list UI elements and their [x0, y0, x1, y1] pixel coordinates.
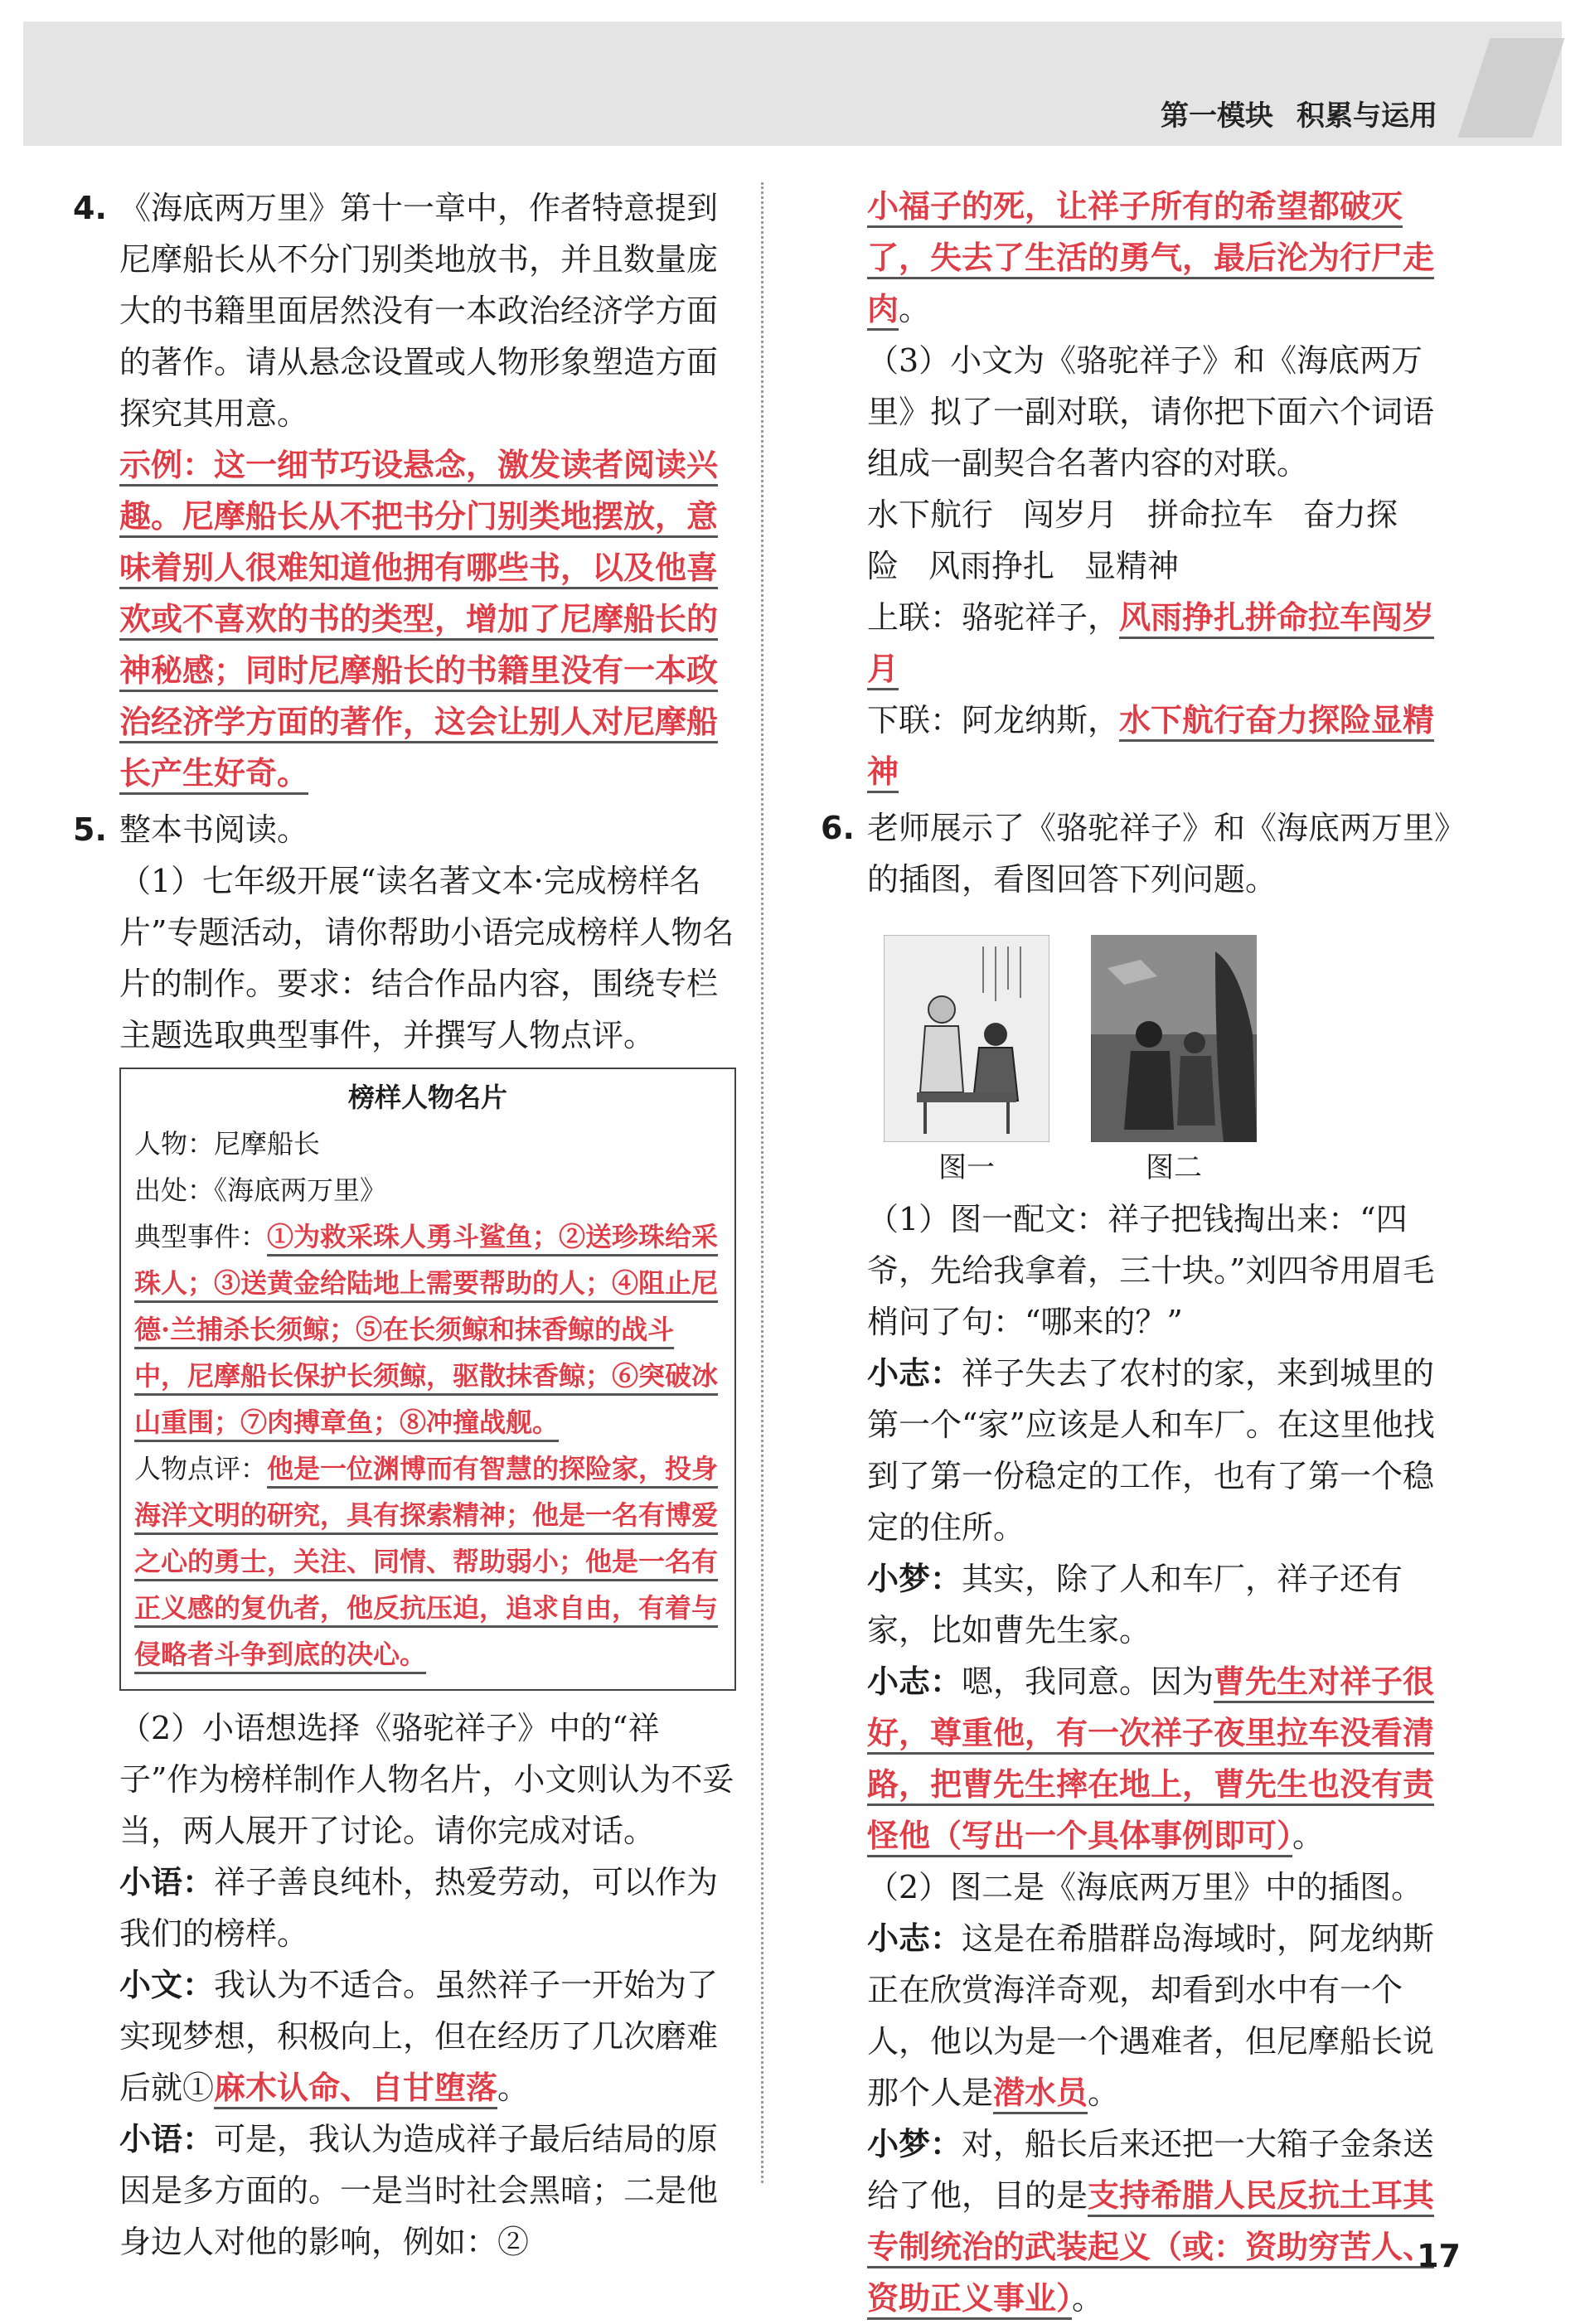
question-number: 4. [73, 190, 107, 226]
upper-answer: 风雨挣扎拼命拉车闯岁月 [867, 598, 1435, 687]
line-text: 其实，除了人和车厂，祥子还有家，比如曹先生家。 [867, 1561, 1403, 1649]
sub-question-1: （1）图一配文：祥子把钱掏出来：“四爷，先给我拿着，三十块。”刘四爷用眉毛梢问了句：“哪来的？” [867, 1201, 1435, 1340]
question-6 [821, 802, 1451, 905]
answer-text: 支持希腊人民反抗土耳其专制统治的武装起义（或：资助穷苦人、资助正义事业） [867, 2176, 1435, 2317]
answer-text: 麻木认命、自甘堕落 [214, 2069, 498, 2106]
right-column [821, 181, 1451, 2324]
illustration-undersea-scene [1091, 935, 1257, 1142]
dialogue-line [821, 1553, 1451, 1656]
word: 奋力探险 [867, 496, 1398, 584]
question-number: 6. [821, 810, 855, 846]
dialogue-line [73, 1959, 736, 2113]
answer-text: 曹先生对祥子很好，尊重他，有一次祥子夜里拉车没看清路，把曹先生摔在地上，曹先生也没有责怪他（写出一个具体事例即可） [867, 1663, 1435, 1854]
events-label: 典型事件： [134, 1221, 268, 1252]
sub-question-1: （1）七年级开展“读名著文本·完成榜样名片”专题活动，请你帮助小语完成榜样人物名片的制作。要求：结合作品内容，围绕专栏主题选取典型事件，并撰写人物点评。 [119, 863, 734, 1053]
word: 风雨挣扎 [928, 548, 1055, 584]
comment-answer: 他是一位渊博而有智慧的探险家，投身海洋文明的研究，具有探索精神；他是一名有博爱之心的勇士，关注、同情、帮助弱小；他是一名有正义感的复仇者，他反抗压迫，追求自由，有着与侵略者斗争到底的决心。 [134, 1453, 719, 1670]
line-text: 祥子失去了农村的家，来到城里的第一个“家”应该是人和车厂。在这里他找到了第一份稳定的工作，也有了第一个稳定的住所。 [867, 1355, 1435, 1546]
left-column [73, 182, 736, 2268]
header-title [1137, 93, 1437, 133]
column-divider [761, 182, 763, 2183]
word: 拼命拉车 [1147, 496, 1274, 533]
line-end: 。 [899, 291, 931, 327]
answer-text: 潜水员 [993, 2074, 1088, 2111]
speaker: 小志： [867, 1920, 962, 1957]
card-person: 人物：尼摩船长 [134, 1128, 321, 1160]
page-number: 17 [1417, 2238, 1461, 2274]
question-text: 《海底两万里》第十一章中，作者特意提到尼摩船长从不分门别类地放书，并且数量庞大的书籍里面居然没有一本政治经济学方面的著作。请从悬念设置或人物形象塑造方面探究其用意。 [119, 190, 719, 432]
header-section: 积累与运用 [1297, 99, 1437, 133]
lower-answer: 水下航行奋力探险显精神 [867, 701, 1435, 790]
figure-caption: 图二 [1146, 1151, 1202, 1184]
card-source: 出处：《海底两万里》 [134, 1174, 387, 1206]
dialogue-line [821, 2118, 1451, 2324]
line-text: 祥子善良纯朴，热爱劳动，可以作为我们的榜样。 [119, 1864, 719, 1952]
dialogue-line [73, 2113, 736, 2268]
sub-question-3: （3）小文为《骆驼祥子》和《海底两万里》拟了一副对联，请你把下面六个词语组成一副契合名著内容的对联。 [867, 342, 1435, 482]
header-module: 第一模块 [1161, 99, 1273, 133]
upper-couplet [821, 592, 1451, 695]
figures [884, 935, 1451, 1193]
card-title: 榜样人物名片 [347, 1082, 507, 1113]
word: 显精神 [1084, 548, 1180, 584]
illustration-rickshaw-scene [884, 935, 1049, 1142]
line-end: 。 [1088, 2075, 1120, 2111]
question-4 [73, 182, 736, 799]
speaker: 小梦： [867, 1561, 962, 1597]
word: 闯岁月 [1023, 496, 1118, 533]
page-header [23, 22, 1562, 146]
sub-question-2: （2）图二是《海底两万里》中的插图。 [867, 1869, 1423, 1905]
lower-couplet [821, 695, 1451, 797]
speaker: 小梦： [867, 2126, 962, 2162]
question-title: 整本书阅读。 [119, 811, 309, 848]
line-text: 这是在希腊群岛海域时，阿龙纳斯正在欣赏海洋奇观，却看到水中有一个人，他以为是一个遇难者，但尼摩船长说那个人是 [867, 1920, 1435, 2111]
answer-text: 示例：这一细节巧设悬念，激发读者阅读兴趣。尼摩船长从不把书分门别类地摆放，意味着别人很难知道他拥有哪些书，以及他喜欢或不喜欢的书的类型，增加了尼摩船长的神秘感；同时尼摩船长的书籍里没有一本政治经济学方面的著作，这会让别人对尼摩船长产生好奇。 [119, 446, 719, 792]
figure-caption: 图一 [938, 1151, 995, 1184]
speaker: 小语： [119, 2121, 215, 2157]
role-model-card [119, 1068, 736, 1691]
question-number: 5. [73, 811, 107, 848]
figure-2 [1091, 935, 1257, 1193]
question-5 [73, 804, 736, 855]
line-text: 可是，我认为造成祥子最后结局的原因是多方面的。一是当时社会黑暗；二是他身边人对他的影响，例如：② [119, 2121, 719, 2260]
upper-label: 上联：骆驼祥子， [867, 599, 1120, 636]
dialogue-continued [821, 181, 1451, 335]
dialogue-line [821, 1913, 1451, 2118]
line-text: 对，船长后来还把一大箱子金条送给了他，目的是 [867, 2126, 1435, 2214]
lower-label: 下联：阿龙纳斯， [867, 702, 1120, 738]
speaker: 小文： [119, 1967, 215, 2003]
sub-question-2: （2）小语想选择《骆驼祥子》中的“祥子”作为榜样制作人物名片，小文则认为不妥当，两人展开了讨论。请你完成对话。 [119, 1710, 734, 1849]
answer-text: 小福子的死，让祥子所有的希望都破灭了，失去了生活的勇气，最后沦为行尸走肉 [867, 187, 1435, 327]
line-text: 我认为不适合。虽然祥子一开始为了实现梦想，积极向上，但在经历了几次磨难后就① [119, 1967, 719, 2106]
question-text: 老师展示了《骆驼祥子》和《海底两万里》的插图，看图回答下列问题。 [867, 810, 1451, 898]
word-list [821, 489, 1451, 592]
figure-1 [884, 935, 1049, 1193]
speaker: 小志： [867, 1663, 962, 1700]
dialogue-line [821, 1656, 1451, 1862]
line-text: 嗯，我同意。因为 [962, 1663, 1214, 1700]
events-answer: ①为救采珠人勇斗鲨鱼；②送珍珠给采珠人；③送黄金给陆地上需要帮助的人；④阻止尼德·兰捕杀长须鲸；⑤在长须鲸和抹香鲸的战斗中，尼摩船长保护长须鲸，驱散抹香鲸；⑥突破冰山重围；⑦肉搏章鱼；⑧冲撞战舰。 [134, 1221, 719, 1438]
dialogue-line [821, 1348, 1451, 1553]
line-end: 。 [1072, 2280, 1104, 2317]
dialogue-line [73, 1857, 736, 1959]
speaker: 小语： [119, 1864, 215, 1900]
comment-label: 人物点评： [134, 1453, 268, 1484]
speaker: 小志： [867, 1355, 962, 1392]
word: 水下航行 [867, 496, 994, 533]
line-end: 。 [1292, 1818, 1325, 1854]
line-end: 。 [497, 2070, 530, 2106]
header-decoration [1458, 38, 1565, 138]
